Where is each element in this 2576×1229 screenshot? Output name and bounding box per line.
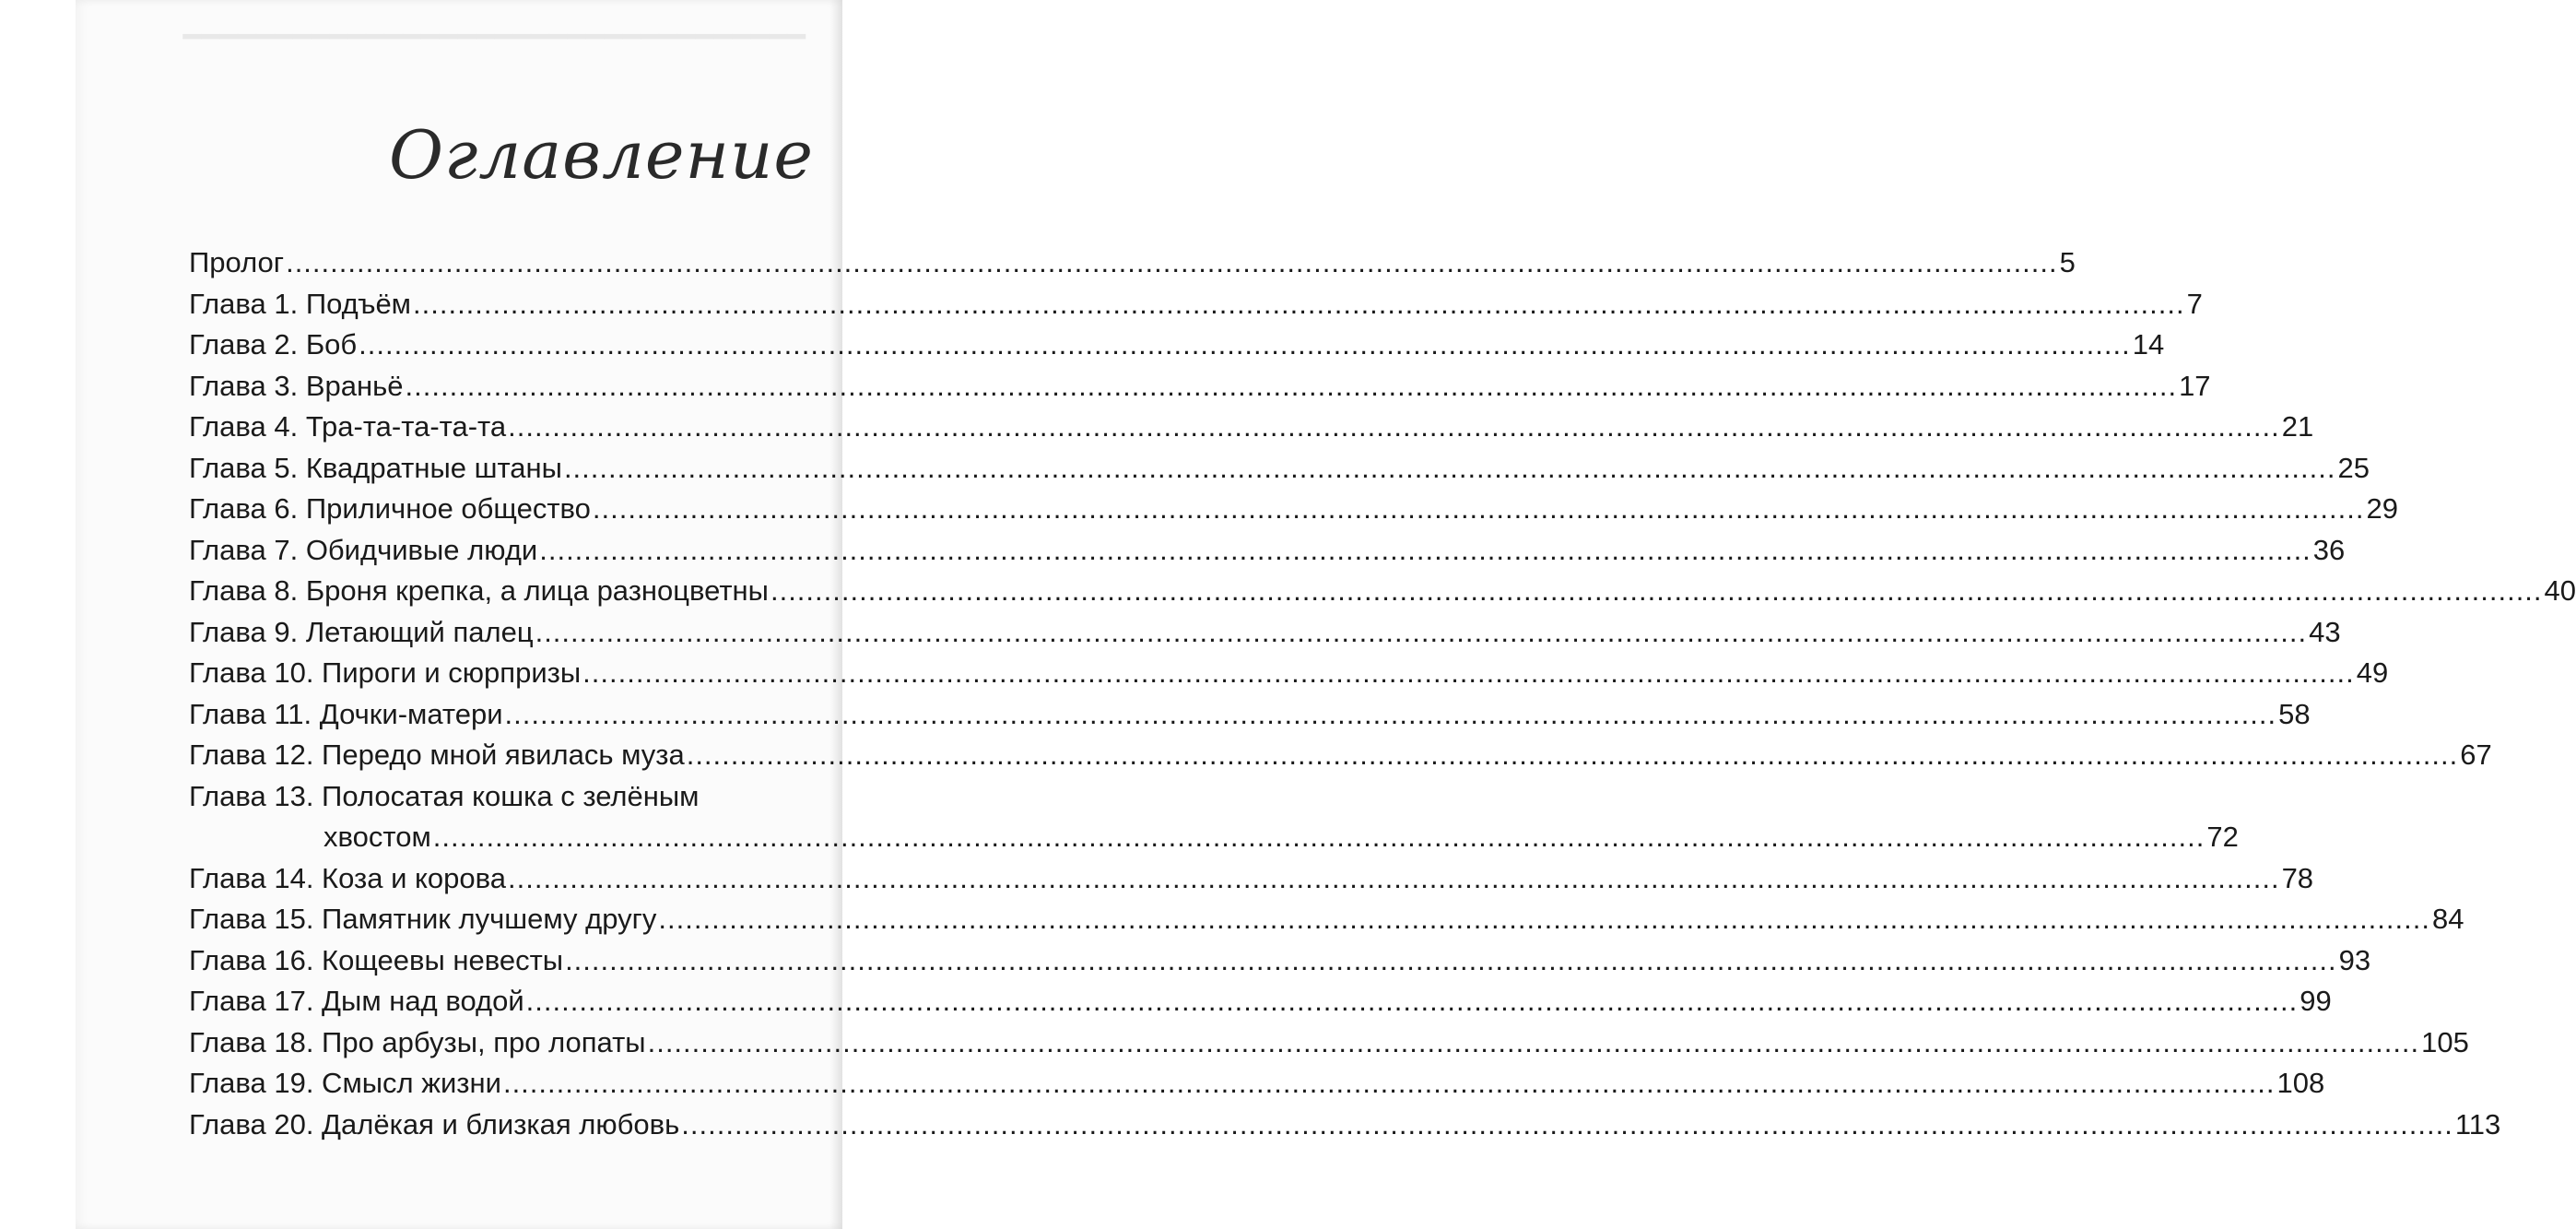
chapter-title: Глава 12. Передо мной явилась муза (189, 739, 685, 771)
page-number: 14 (2132, 328, 2165, 360)
dot-leader (648, 1022, 2420, 1064)
page-number: 113 (2454, 1107, 2501, 1140)
toc-entry-chapter-12 (189, 735, 2492, 776)
chapter-title: Глава 6. Приличное общество (189, 492, 591, 525)
toc-entry-chapter-20 (189, 1105, 2501, 1146)
chapter-title: Глава 20. Далёкая и близкая любовь (189, 1107, 680, 1140)
toc-entry-chapter-16 (189, 940, 2371, 982)
page-number: 17 (2179, 369, 2211, 402)
page-number: 21 (2281, 410, 2314, 443)
toc-entry-chapter-2 (189, 325, 2165, 366)
toc-entry-chapter-11 (189, 694, 2311, 736)
page-number: 40 (2544, 574, 2576, 607)
dot-leader (564, 448, 2336, 490)
chapter-title: Глава 11. Дочки-матери (189, 697, 503, 730)
chapter-title: Глава 3. Враньё (189, 369, 404, 402)
dot-leader (565, 940, 2337, 982)
dot-leader (508, 858, 2280, 900)
page-number: 43 (2309, 615, 2341, 648)
toc-entry-chapter-1 (189, 284, 2203, 325)
page-title: Оглавление (389, 116, 814, 195)
page-number: 7 (2186, 287, 2203, 320)
dot-leader (286, 242, 2058, 284)
toc-entry-chapter-18 (189, 1022, 2469, 1064)
dot-leader (503, 1063, 2276, 1105)
toc-entry-prologue (189, 242, 2076, 284)
chapter-title: Глава 8. Броня крепка, а лица разноцветны (189, 574, 769, 607)
toc-entry-chapter-13-continued (189, 817, 2239, 858)
page-number: 67 (2460, 739, 2492, 771)
page-number: 108 (2276, 1067, 2325, 1099)
chapter-title: Глава 9. Летающий палец (189, 615, 534, 648)
book-page (76, 0, 2576, 1229)
chapter-title-continued: хвостом (323, 821, 431, 853)
dot-leader (681, 1105, 2453, 1146)
chapter-title: Глава 5. Квадратные штаны (189, 451, 562, 484)
toc-entry-chapter-6 (189, 489, 2398, 530)
dot-leader (539, 530, 2311, 572)
chapter-title: Глава 16. Кощеевы невесты (189, 943, 564, 976)
dot-leader (582, 653, 2355, 694)
page-number: 84 (2431, 903, 2464, 935)
toc-entry-chapter-19 (189, 1063, 2325, 1105)
chapter-title: Глава 18. Про арбузы, про лопаты (189, 1025, 646, 1058)
toc-entry-chapter-5 (189, 448, 2370, 490)
page-number: 29 (2366, 492, 2398, 525)
chapter-title: Глава 17. Дым над водой (189, 985, 524, 1017)
chapter-title: Пролог (189, 246, 285, 278)
dot-leader (433, 817, 2205, 858)
dot-leader (359, 325, 2131, 366)
chapter-title: Глава 4. Тра-та-та-та-та (189, 410, 507, 443)
toc-entry-chapter-10 (189, 653, 2389, 694)
toc-entry-chapter-14 (189, 858, 2314, 900)
page-number: 93 (2338, 943, 2371, 976)
dot-leader (770, 571, 2543, 612)
toc-entry-chapter-3 (189, 366, 2211, 408)
chapter-title: Глава 15. Памятник лучшему другу (189, 903, 657, 935)
toc-entry-chapter-9 (189, 612, 2341, 654)
chapter-title: Глава 1. Подъём (189, 287, 411, 320)
dot-leader (687, 735, 2459, 776)
dot-leader (413, 284, 2185, 325)
dot-leader (658, 899, 2430, 940)
dot-leader (593, 489, 2365, 530)
chapter-title: Глава 2. Боб (189, 328, 358, 360)
show-through-text: ━━━━━━━━━━━━━━━━━━━━━━━━━━━━━━━━━━ (182, 21, 806, 54)
toc-entry-chapter-8 (189, 571, 2576, 612)
toc-entry-chapter-15 (189, 899, 2464, 940)
chapter-title: Глава 14. Коза и корова (189, 861, 506, 894)
toc-entry-chapter-7 (189, 530, 2346, 572)
chapter-title: Глава 19. Смысл жизни (189, 1067, 501, 1099)
dot-leader (505, 694, 2277, 736)
page-number: 49 (2356, 656, 2389, 689)
chapter-title: Глава 13. Полосатая кошка с зелёным (189, 779, 700, 812)
page-number: 78 (2281, 861, 2314, 894)
page-number: 5 (2059, 246, 2076, 278)
page-number: 105 (2421, 1025, 2469, 1058)
table-of-contents (189, 242, 2576, 1145)
page-number: 99 (2300, 985, 2332, 1017)
page-number: 25 (2337, 451, 2370, 484)
dot-leader (508, 407, 2280, 448)
page-number: 72 (2206, 821, 2239, 853)
page-number: 36 (2312, 533, 2346, 566)
toc-entry-chapter-17 (189, 981, 2332, 1022)
page-number: 58 (2278, 697, 2311, 730)
chapter-title: Глава 10. Пироги и сюрпризы (189, 656, 582, 689)
chapter-title: Глава 7. Обидчивые люди (189, 533, 538, 566)
toc-entry-chapter-13 (189, 776, 871, 818)
dot-leader (535, 612, 2308, 654)
toc-entry-chapter-4 (189, 407, 2314, 448)
dot-leader (526, 981, 2299, 1022)
dot-leader (406, 366, 2178, 408)
